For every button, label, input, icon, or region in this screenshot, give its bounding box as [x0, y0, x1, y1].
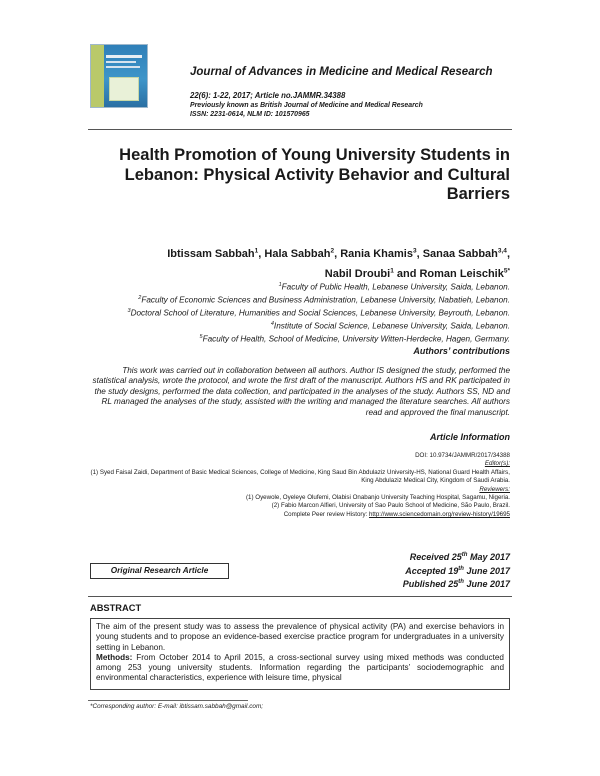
received-date: Received 25th May 2017 [409, 552, 510, 562]
cover-graphic [109, 77, 139, 101]
abstract-heading: ABSTRACT [90, 603, 142, 613]
accepted-date: Accepted 19th June 2017 [405, 565, 510, 576]
affiliation-list [90, 280, 510, 345]
author: Ibtissam Sabbah$^1$, [167, 247, 265, 260]
author-list [80, 242, 510, 283]
reviewers-label: Reviewers: [479, 485, 510, 493]
corresponding-author-footnote: *Corresponding author: E-mail: ibtissam.sabbah@gmail.com; [90, 703, 264, 710]
affiliation: $^3$Doctoral School of Literature, Humanities and Social Sciences, Lebanese University, Beyrouth, Lebanon. [127, 308, 510, 318]
header-divider [88, 129, 512, 130]
journal-cover-image [90, 44, 148, 108]
affiliation: $^5$Faculty of Health, School of Medicine, University Witten-Herdecke, Hagen, Germany. [199, 334, 510, 344]
reviewer-entry: (1) Oyewole, Oyeleye Olufemi, Olabisi Onabanjo University Teaching Hospital, Sagamu, Nigeria. [245, 494, 510, 502]
previously-known-line: Previously known as British Journal of Medicine and Medical Research [190, 102, 423, 109]
article-info-heading: Article Information [429, 432, 510, 442]
paper-title: Health Promotion of Young University Students in Lebanon: Physical Activity Behavior and Cultural Barriers [119, 146, 510, 203]
cover-subtitle-band [106, 66, 140, 68]
publication-dates [310, 550, 510, 591]
journal-title: Journal of Advances in Medicine and Medical Research [190, 66, 493, 78]
issn-line: ISSN: 2231-0614, NLM ID: 101570965 [190, 111, 310, 118]
contributions-heading: Authors’ contributions [413, 346, 510, 356]
reviewer-entry: (2) Fabio Marcon Alfieri, University of Sao Paulo School of Medicine, São Paulo, Brazil. [271, 502, 510, 510]
footnote-divider [88, 700, 248, 701]
doi: DOI: 10.9734/JAMMR/2017/34388 [415, 452, 510, 459]
editors-label: Editor(s): [484, 460, 510, 468]
contributions-text: This work was carried out in collaboration between all authors. Author IS designed the study, performed the statistical analysis, wrote the protocol, and wrote the first draft of the manuscript. Authors HS and RK participated in the study designs, performed the data collection, and participated in the analyses of the study. Authors SS, ND and RL managed the analyses of the study, assisted with the writing and managed the literature searches. All authors read and approved the final manuscript. [92, 366, 510, 417]
abstract-aim: The aim of the present study was to assess the prevalence of physical activity (PA) and exercise behaviors in young students and to propose an evidence-based exercise practice program for undergraduates in a university setting in Lebanon. [96, 622, 504, 652]
published-date: Published 25th June 2017 [402, 579, 510, 590]
author: Nabil Droubi$^1$ and [324, 267, 420, 281]
cover-subtitle-band [106, 61, 136, 63]
author: Roman Leischik$^{5*}$ [419, 267, 510, 281]
affiliation: $^1$Faculty of Public Health, Lebanese University, Saida, Lebanon. [278, 282, 510, 292]
volume-line: 22(6): 1-22, 2017; Article no.JAMMR.34388 [190, 91, 346, 100]
author: Hala Sabbah$^2$, [264, 247, 341, 260]
article-info-block [90, 452, 510, 519]
cover-title-band [106, 55, 142, 58]
affiliation: $^4$Institute of Social Science, Lebanese University, Saida, Lebanon. [270, 321, 510, 331]
article-type-badge: Original Research Article [90, 563, 229, 579]
author: Rania Khamis$^3$, [340, 247, 423, 260]
cover-stripe [91, 45, 104, 107]
abstract-methods: Methods: From October 2014 to April 2015, a cross-sectional survey using mixed methods was conducted among 253 young university students. Information regarding the participants’ sociodemographic and environmental characteristics, experience with leisure time, physical [96, 652, 504, 683]
editor-entry: (1) Syed Faisal Zaidi, Department of Basic Medical Sciences, College of Medicine, King Saud Bin Abdulaziz University-HS, National Guard Health Affairs, King Abdulaziz Medical City, Kingdom of Saudi Arabia. [90, 468, 510, 485]
review-history-link[interactable]: http://www.sciencedomain.org/review-history/19695 [368, 510, 510, 518]
abstract-divider [88, 596, 512, 597]
author: Sanaa Sabbah$^{3,4}$, [422, 247, 510, 260]
review-history: Complete Peer review History: http://www.sciencedomain.org/review-history/19695 [283, 510, 510, 518]
abstract-box [90, 618, 510, 690]
affiliation: $^2$Faculty of Economic Sciences and Business Administration, Lebanese University, Nabatieh, Lebanon. [138, 295, 510, 305]
